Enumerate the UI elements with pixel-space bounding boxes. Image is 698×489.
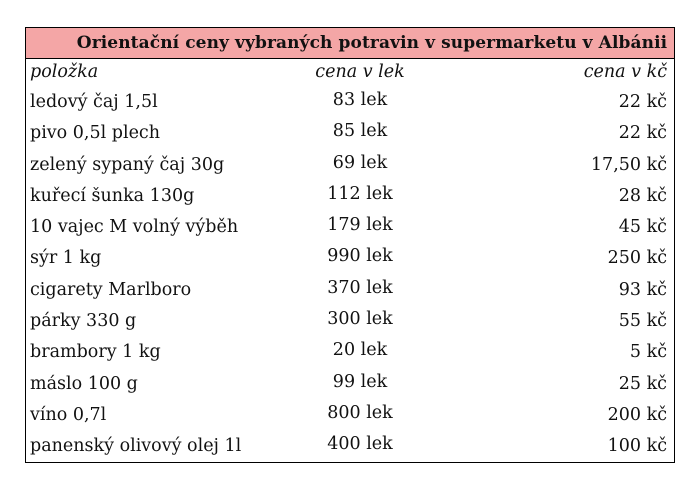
price-czk: 250 kč: [607, 248, 667, 269]
table-row: [26, 181, 674, 212]
price-lek: 20 lek: [332, 340, 388, 361]
price-lek: 99 lek: [332, 371, 388, 392]
price-czk: 28 kč: [618, 185, 667, 206]
price-czk: 200 kč: [607, 404, 667, 425]
table-row: [26, 369, 674, 400]
price-czk: 93 kč: [618, 279, 667, 300]
price-lek: 85 lek: [332, 121, 388, 142]
price-czk: 25 kč: [618, 373, 667, 394]
price-lek: 990 lek: [327, 246, 393, 267]
item-name: 10 vajec M volný výběh: [30, 217, 239, 238]
price-lek: 112 lek: [327, 183, 393, 204]
table-row: [26, 400, 674, 431]
table-row: [26, 150, 674, 181]
price-lek: 300 lek: [327, 309, 393, 330]
item-name: máslo 100 g: [30, 373, 138, 394]
table-body: [26, 59, 674, 463]
column-header-price-czk: cena v kč: [583, 62, 667, 82]
item-name: sýr 1 kg: [30, 248, 102, 269]
price-czk: 17,50 kč: [590, 154, 667, 175]
item-name: ledový čaj 1,5l: [30, 92, 158, 112]
price-czk: 22 kč: [618, 92, 667, 112]
item-name: brambory 1 kg: [30, 342, 161, 363]
price-lek: 83 lek: [332, 90, 388, 110]
price-lek: 370 lek: [327, 277, 393, 298]
table-row: [26, 87, 674, 118]
item-name: cigarety Marlboro: [30, 279, 192, 300]
table-row: [26, 431, 674, 462]
table-title: Orientační ceny vybraných potravin v supermarketu v Albánii: [26, 28, 674, 59]
table-row: [26, 306, 674, 337]
item-name: pivo 0,5l plech: [30, 123, 161, 144]
price-czk: 5 kč: [629, 342, 667, 363]
price-czk: 100 kč: [607, 436, 667, 457]
price-czk: 55 kč: [618, 311, 667, 332]
item-name: panenský olivový olej 1l: [30, 436, 242, 457]
price-lek: 69 lek: [332, 152, 388, 173]
table-row: [26, 212, 674, 243]
table-header-row: [26, 59, 674, 87]
item-name: kuřecí šunka 130g: [30, 185, 195, 206]
price-lek: 800 lek: [327, 402, 393, 423]
price-czk: 45 kč: [618, 217, 667, 238]
item-name: víno 0,7l: [30, 404, 107, 425]
column-header-item: položka: [30, 62, 99, 82]
item-name: párky 330 g: [30, 311, 137, 332]
table-row: [26, 243, 674, 274]
item-name: zelený sypaný čaj 30g: [30, 154, 225, 175]
table-row: [26, 118, 674, 149]
price-lek: 400 lek: [327, 434, 393, 455]
table-row: [26, 337, 674, 368]
price-czk: 22 kč: [618, 123, 667, 144]
table-row: [26, 275, 674, 306]
price-lek: 179 lek: [327, 215, 393, 236]
price-table: [25, 27, 675, 463]
column-header-price-lek: cena v lek: [315, 62, 405, 82]
